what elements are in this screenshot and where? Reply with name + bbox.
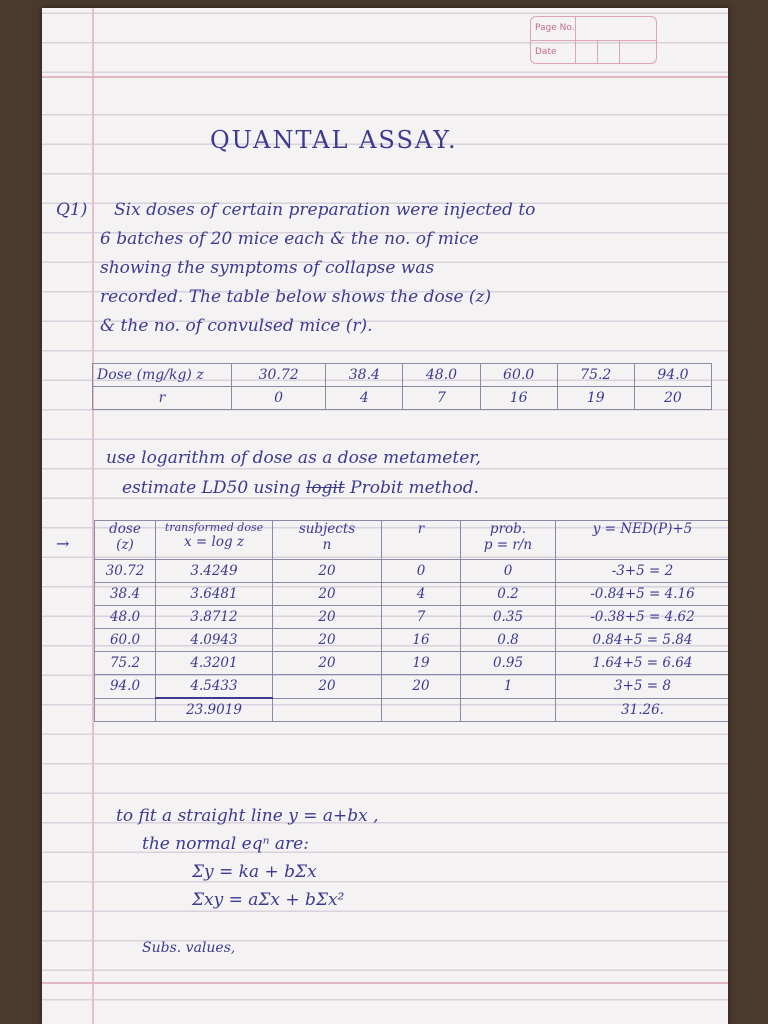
table-cell: 38.4	[326, 364, 403, 387]
table-cell	[382, 698, 461, 722]
bottom-rule	[42, 982, 728, 984]
table-row	[95, 675, 729, 699]
table-cell: 19	[382, 652, 461, 675]
normal-equation-2: Σxy = aΣx + bΣx²	[192, 890, 345, 910]
table-cell: 1	[461, 675, 556, 699]
table-cell: 19	[557, 387, 634, 410]
top-rule	[42, 76, 728, 78]
table-cell: 0.95	[461, 652, 556, 675]
table-cell: 16	[382, 629, 461, 652]
table-row	[95, 583, 729, 606]
table-cell: 4	[326, 387, 403, 410]
table-cell	[461, 698, 556, 722]
table-cell: 75.2	[95, 652, 156, 675]
table-cell: 20	[382, 675, 461, 699]
table-cell: -0.84+5 = 4.16	[556, 583, 729, 606]
page-no-label: Page No.	[535, 23, 575, 33]
table-cell: 20	[273, 606, 382, 629]
table-cell: 4	[382, 583, 461, 606]
table-cell: 0.84+5 = 5.84	[556, 629, 729, 652]
table-cell: 3.4249	[156, 560, 273, 583]
table-cell: 0.35	[461, 606, 556, 629]
question-number: Q1)	[56, 200, 88, 220]
table-cell: 4.5433	[156, 675, 273, 699]
question-line-2: 6 batches of 20 mice each & the no. of mice	[100, 229, 479, 249]
normal-equation-1: Σy = ka + bΣx	[192, 862, 317, 882]
table-cell: 7	[403, 387, 480, 410]
table-cell: 20	[273, 675, 382, 699]
table-row	[93, 387, 712, 410]
table-cell: 20	[634, 387, 711, 410]
table-cell: 20	[273, 652, 382, 675]
r-row-label: r	[93, 387, 232, 410]
table-cell: 75.2	[557, 364, 634, 387]
table-cell: 20	[273, 629, 382, 652]
table-row	[95, 629, 729, 652]
table-header-row	[95, 521, 729, 560]
header-prob: prob. p = r/n	[461, 521, 556, 560]
table-row	[95, 560, 729, 583]
margin-line	[92, 8, 94, 1024]
table-cell: 30.72	[232, 364, 326, 387]
date-label: Date	[535, 47, 557, 57]
page-title: QUANTAL ASSAY.	[210, 126, 458, 154]
table-row	[95, 606, 729, 629]
table-cell: 0	[232, 387, 326, 410]
fit-line-1: to fit a straight line y = a+bx ,	[116, 806, 379, 826]
table-row	[93, 364, 712, 387]
table-cell: 94.0	[95, 675, 156, 699]
table-cell: 30.72	[95, 560, 156, 583]
page-number-box	[530, 16, 657, 64]
table-cell	[95, 698, 156, 722]
table-cell: 0	[382, 560, 461, 583]
subs-values: Subs. values,	[142, 940, 236, 956]
header-dose: dose (z)	[95, 521, 156, 560]
table-row	[95, 652, 729, 675]
table-cell: 20	[273, 583, 382, 606]
dose-row-label: Dose (mg/kg) z	[93, 364, 232, 387]
header-subjects: subjects n	[273, 521, 382, 560]
table-cell: 48.0	[403, 364, 480, 387]
dose-response-table	[92, 363, 712, 410]
question-line-4: recorded. The table below shows the dose (z)	[100, 287, 492, 307]
table-cell: 38.4	[95, 583, 156, 606]
sum-x: 23.9019	[156, 698, 273, 722]
table-cell: -3+5 = 2	[556, 560, 729, 583]
table-cell: 3+5 = 8	[556, 675, 729, 699]
table-cell: 20	[273, 560, 382, 583]
table-cell	[273, 698, 382, 722]
probit-table	[94, 520, 728, 722]
header-log-dose: transformed dose x = log z	[156, 521, 273, 560]
table-cell: 3.6481	[156, 583, 273, 606]
fit-line-2: the normal eqⁿ are:	[142, 834, 309, 854]
header-ned: y = NED(P)+5	[556, 521, 729, 560]
header-r: r	[382, 521, 461, 560]
sum-y: 31.26.	[556, 698, 729, 722]
instruction-text-a: estimate LD50 using	[122, 478, 301, 498]
table-cell: 0.8	[461, 629, 556, 652]
table-cell: 3.8712	[156, 606, 273, 629]
instruction-text-b: Probit method.	[350, 478, 479, 498]
table-cell: 0	[461, 560, 556, 583]
table-cell: 4.3201	[156, 652, 273, 675]
table-cell: 48.0	[95, 606, 156, 629]
table-sum-row	[95, 698, 729, 722]
instruction-line-1: use logarithm of dose as a dose metameter,	[106, 448, 481, 468]
table-cell: 0.2	[461, 583, 556, 606]
question-line-5: & the no. of convulsed mice (r).	[100, 316, 373, 336]
arrow-icon: →	[56, 534, 70, 553]
instruction-line-2	[122, 478, 479, 498]
table-cell: 60.0	[480, 364, 557, 387]
question-line-1: Six doses of certain preparation were injected to	[114, 200, 536, 220]
table-cell: 4.0943	[156, 629, 273, 652]
table-cell: 60.0	[95, 629, 156, 652]
question-line-3: showing the symptoms of collapse was	[100, 258, 435, 278]
table-cell: 16	[480, 387, 557, 410]
table-cell: 7	[382, 606, 461, 629]
table-cell: 94.0	[634, 364, 711, 387]
notebook-page	[42, 8, 728, 1024]
table-cell: -0.38+5 = 4.62	[556, 606, 729, 629]
struck-word: logit	[305, 478, 345, 498]
table-cell: 1.64+5 = 6.64	[556, 652, 729, 675]
